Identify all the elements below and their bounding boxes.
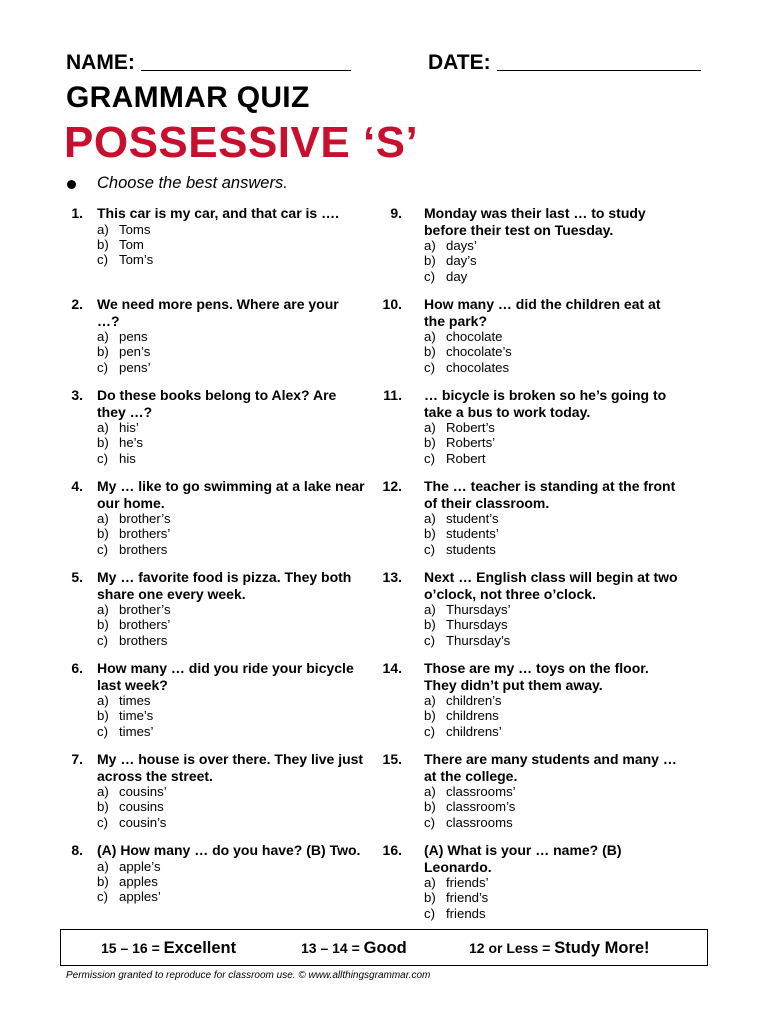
option-text: childrens’ — [446, 723, 502, 739]
answer-option[interactable] — [97, 799, 365, 814]
option-letter: b) — [424, 435, 436, 451]
answer-option[interactable] — [424, 526, 680, 541]
option-letter: c) — [97, 632, 108, 648]
option-text: cousins’ — [119, 784, 167, 799]
answer-options — [97, 329, 365, 375]
option-letter: c) — [424, 632, 435, 648]
option-text: Thursday’s — [446, 632, 511, 648]
answer-option[interactable] — [97, 784, 365, 799]
answer-option[interactable] — [97, 708, 365, 723]
option-text: brothers — [119, 541, 168, 557]
score-box — [60, 929, 708, 966]
option-text: apples’ — [119, 889, 161, 905]
answer-option[interactable] — [97, 237, 365, 252]
option-letter: c) — [424, 541, 435, 557]
answer-options — [97, 420, 365, 466]
answer-option[interactable] — [424, 633, 680, 648]
option-letter: a) — [97, 858, 109, 874]
answer-option[interactable] — [97, 815, 365, 830]
question-15 — [380, 751, 680, 830]
question-12 — [380, 478, 680, 557]
date-label: DATE: — [428, 51, 491, 74]
question-text: Do these books belong to Alex? Are they …? — [97, 387, 337, 420]
option-text: times’ — [119, 723, 154, 739]
answer-option[interactable] — [424, 617, 680, 632]
option-letter: b) — [424, 253, 436, 269]
option-letter: a) — [424, 693, 436, 708]
header-row — [66, 50, 706, 80]
question-13 — [380, 569, 680, 648]
option-text: day’s — [446, 253, 477, 269]
option-text: friend’s — [446, 890, 489, 906]
score-good — [301, 939, 407, 958]
option-text: pens’ — [119, 359, 151, 375]
quiz-topic: POSSESSIVE ‘S’ — [64, 118, 419, 167]
answer-option[interactable] — [424, 906, 680, 921]
question-number: 4. — [71, 478, 83, 494]
name-field[interactable] — [66, 50, 351, 75]
answer-options — [424, 602, 680, 648]
option-text: Thursdays — [446, 617, 508, 633]
option-letter: b) — [424, 799, 436, 815]
date-blank-line[interactable] — [497, 50, 701, 71]
question-5 — [65, 569, 365, 648]
option-letter: c) — [424, 450, 435, 466]
question-number: 12. — [382, 478, 402, 494]
option-text: apple’s — [119, 858, 161, 874]
option-text: times — [119, 693, 151, 708]
option-text: students — [446, 541, 496, 557]
question-text: We need more pens. Where are your …? — [97, 296, 339, 329]
question-text: My … like to go swimming at a lake near our home. — [97, 478, 365, 511]
answer-option[interactable] — [424, 602, 680, 617]
option-text: day — [446, 268, 468, 284]
option-letter: b) — [97, 435, 109, 451]
option-letter: c) — [424, 905, 435, 921]
answer-option[interactable] — [97, 693, 365, 708]
option-text: pens — [119, 329, 148, 344]
question-text: … bicycle is broken so he’s going to take a bus to work today. — [424, 387, 667, 420]
question-2 — [65, 296, 365, 375]
answer-option[interactable] — [97, 526, 365, 541]
quiz-title: GRAMMAR QUIZ — [66, 81, 310, 114]
score-good-range: 13 – 14 = — [301, 940, 360, 956]
question-text: Those are my … toys on the floor. They didn’t put them away. — [424, 660, 649, 693]
option-letter: b) — [97, 236, 109, 252]
question-text: How many … did you ride your bicycle last week? — [97, 660, 354, 693]
answer-option[interactable] — [424, 269, 680, 284]
option-letter: b) — [424, 526, 436, 542]
question-number: 1. — [71, 205, 83, 221]
bullet-icon — [67, 180, 76, 189]
option-letter: b) — [97, 617, 109, 633]
question-text: Next … English class will begin at two o’clock, not three o’clock. — [424, 569, 678, 602]
option-letter: a) — [97, 420, 109, 435]
question-number: 9. — [390, 205, 402, 221]
option-letter: c) — [97, 541, 108, 557]
answer-option[interactable] — [424, 253, 680, 268]
question-number: 11. — [383, 387, 402, 403]
option-letter: c) — [424, 359, 435, 375]
answer-option[interactable] — [97, 451, 365, 466]
option-letter: b) — [424, 708, 436, 724]
option-text: Roberts’ — [446, 435, 496, 451]
question-text: My … favorite food is pizza. They both share one every week. — [97, 569, 352, 602]
answer-option[interactable] — [424, 344, 680, 359]
answer-option[interactable] — [424, 511, 680, 526]
option-text: time’s — [119, 708, 154, 724]
option-letter: a) — [97, 602, 109, 617]
answer-option[interactable] — [97, 542, 365, 557]
answer-option[interactable] — [97, 222, 365, 237]
option-text: brother’s — [119, 511, 171, 526]
answer-option[interactable] — [424, 451, 680, 466]
answer-option[interactable] — [97, 344, 365, 359]
date-field[interactable] — [428, 50, 701, 75]
option-letter: b) — [97, 873, 109, 889]
answer-option[interactable] — [97, 435, 365, 450]
option-text: Thursdays’ — [446, 602, 511, 617]
score-excellent-range: 15 – 16 = — [101, 940, 160, 956]
option-letter: a) — [97, 693, 109, 708]
option-text: brothers’ — [119, 526, 171, 542]
option-letter: a) — [97, 511, 109, 526]
option-text: classroom’s — [446, 799, 516, 815]
option-text: students’ — [446, 526, 499, 542]
answer-options — [424, 875, 680, 921]
answer-option[interactable] — [424, 542, 680, 557]
answer-options — [97, 511, 365, 557]
option-letter: b) — [97, 799, 109, 815]
answer-option[interactable] — [97, 633, 365, 648]
option-letter: c) — [97, 814, 108, 830]
option-text: apples — [119, 873, 158, 889]
answer-option[interactable] — [424, 329, 680, 344]
option-letter: a) — [424, 602, 436, 617]
option-text: Tom — [119, 236, 144, 252]
answer-options — [424, 511, 680, 557]
answer-option[interactable] — [424, 360, 680, 375]
answer-options — [97, 784, 365, 830]
option-letter: c) — [97, 450, 108, 466]
option-text: brothers — [119, 632, 168, 648]
question-text: Monday was their last … to study before their test on Tuesday. — [424, 205, 646, 238]
option-text: Robert — [446, 450, 486, 466]
option-text: brothers’ — [119, 617, 171, 633]
question-number: 8. — [71, 842, 83, 858]
question-1 — [65, 205, 365, 268]
answer-option[interactable] — [424, 799, 680, 814]
option-text: Toms — [119, 221, 151, 237]
question-text: My … house is over there. They live just across the street. — [97, 751, 364, 784]
option-letter: b) — [424, 890, 436, 906]
option-text: chocolate — [446, 329, 503, 344]
answer-options — [424, 420, 680, 466]
option-text: student’s — [446, 511, 499, 526]
answer-option[interactable] — [424, 693, 680, 708]
answer-options — [97, 602, 365, 648]
option-letter: b) — [97, 708, 109, 724]
answer-option[interactable] — [424, 708, 680, 723]
question-number: 5. — [71, 569, 83, 585]
option-text: brother’s — [119, 602, 171, 617]
question-number: 10. — [382, 296, 402, 312]
option-letter: a) — [97, 221, 109, 237]
question-16 — [380, 842, 680, 921]
option-letter: a) — [97, 329, 109, 344]
answer-option[interactable] — [97, 617, 365, 632]
option-letter: a) — [97, 784, 109, 799]
question-text: (A) What is your … name? (B) Leonardo. — [424, 842, 622, 875]
question-number: 2. — [71, 296, 83, 312]
answer-option[interactable] — [97, 511, 365, 526]
question-4 — [65, 478, 365, 557]
name-blank-line[interactable] — [141, 50, 351, 71]
question-11 — [380, 387, 680, 466]
option-text: classrooms’ — [446, 784, 516, 799]
answer-options — [424, 238, 680, 284]
answer-options — [424, 329, 680, 375]
answer-option[interactable] — [97, 874, 365, 889]
question-14 — [380, 660, 680, 739]
answer-option[interactable] — [97, 420, 365, 435]
answer-options — [424, 693, 680, 739]
option-text: his — [119, 450, 136, 466]
question-number: 3. — [71, 387, 83, 403]
option-text: cousin’s — [119, 814, 167, 830]
answer-option[interactable] — [97, 329, 365, 344]
question-text: There are many students and many … at the college. — [424, 751, 677, 784]
question-number: 6. — [71, 660, 83, 676]
answer-option[interactable] — [424, 875, 680, 890]
score-study-more-label: Study More! — [554, 939, 650, 957]
option-letter: c) — [424, 723, 435, 739]
option-text: chocolate’s — [446, 344, 512, 360]
question-7 — [65, 751, 365, 830]
question-text: The … teacher is standing at the front of their classroom. — [424, 478, 676, 511]
option-letter: c) — [97, 252, 108, 268]
question-text: (A) How many … do you have? (B) Two. — [97, 842, 361, 858]
question-number: 7. — [71, 751, 83, 767]
option-text: Tom’s — [119, 252, 154, 268]
question-number: 13. — [382, 569, 402, 585]
answer-option[interactable] — [424, 420, 680, 435]
option-text: friends’ — [446, 875, 489, 890]
question-number: 15. — [382, 751, 402, 767]
option-letter: a) — [424, 420, 436, 435]
option-letter: a) — [424, 875, 436, 890]
option-letter: a) — [424, 238, 436, 253]
answer-option[interactable] — [97, 889, 365, 904]
question-6 — [65, 660, 365, 739]
answer-option[interactable] — [424, 784, 680, 799]
score-good-label: Good — [363, 939, 407, 957]
option-text: his’ — [119, 420, 139, 435]
answer-option[interactable] — [97, 859, 365, 874]
option-letter: c) — [97, 889, 108, 905]
permission-notice: Permission granted to reproduce for classroom use. © www.allthingsgrammar.com — [66, 970, 431, 981]
option-text: chocolates — [446, 359, 510, 375]
question-text: How many … did the children eat at the park? — [424, 296, 661, 329]
option-letter: c) — [424, 814, 435, 830]
option-letter: b) — [97, 344, 109, 360]
answer-option[interactable] — [424, 890, 680, 905]
option-letter: c) — [424, 268, 435, 284]
question-text: This car is my car, and that car is …. — [97, 205, 339, 221]
answer-option[interactable] — [424, 724, 680, 739]
score-study-more-range: 12 or Less = — [469, 940, 551, 956]
answer-option[interactable] — [424, 435, 680, 450]
option-letter: c) — [97, 359, 108, 375]
option-text: Robert’s — [446, 420, 495, 435]
answer-option[interactable] — [424, 815, 680, 830]
answer-options — [424, 784, 680, 830]
option-text: classrooms — [446, 814, 513, 830]
option-letter: b) — [424, 344, 436, 360]
option-text: children’s — [446, 693, 502, 708]
question-number: 14. — [382, 660, 402, 676]
answer-option[interactable] — [97, 602, 365, 617]
option-text: cousins — [119, 799, 164, 815]
option-letter: a) — [424, 511, 436, 526]
answer-option[interactable] — [424, 238, 680, 253]
option-letter: c) — [97, 723, 108, 739]
score-excellent — [101, 939, 236, 958]
name-label: NAME: — [66, 51, 135, 74]
answer-option[interactable] — [97, 360, 365, 375]
question-number: 16. — [382, 842, 402, 858]
question-10 — [380, 296, 680, 375]
option-text: pen’s — [119, 344, 151, 360]
answer-options — [97, 859, 365, 905]
score-study-more — [469, 939, 650, 958]
option-letter: a) — [424, 329, 436, 344]
answer-options — [97, 693, 365, 739]
option-text: friends — [446, 905, 486, 921]
answer-option[interactable] — [97, 724, 365, 739]
question-9 — [380, 205, 680, 284]
answer-option[interactable] — [97, 252, 365, 267]
instructions: Choose the best answers. — [97, 174, 288, 192]
option-text: childrens — [446, 708, 499, 724]
option-text: he’s — [119, 435, 143, 451]
option-letter: b) — [97, 526, 109, 542]
option-text: days’ — [446, 238, 477, 253]
question-3 — [65, 387, 365, 466]
question-8 — [65, 842, 365, 905]
option-letter: b) — [424, 617, 436, 633]
answer-options — [97, 222, 365, 268]
option-letter: a) — [424, 784, 436, 799]
score-excellent-label: Excellent — [163, 939, 237, 957]
